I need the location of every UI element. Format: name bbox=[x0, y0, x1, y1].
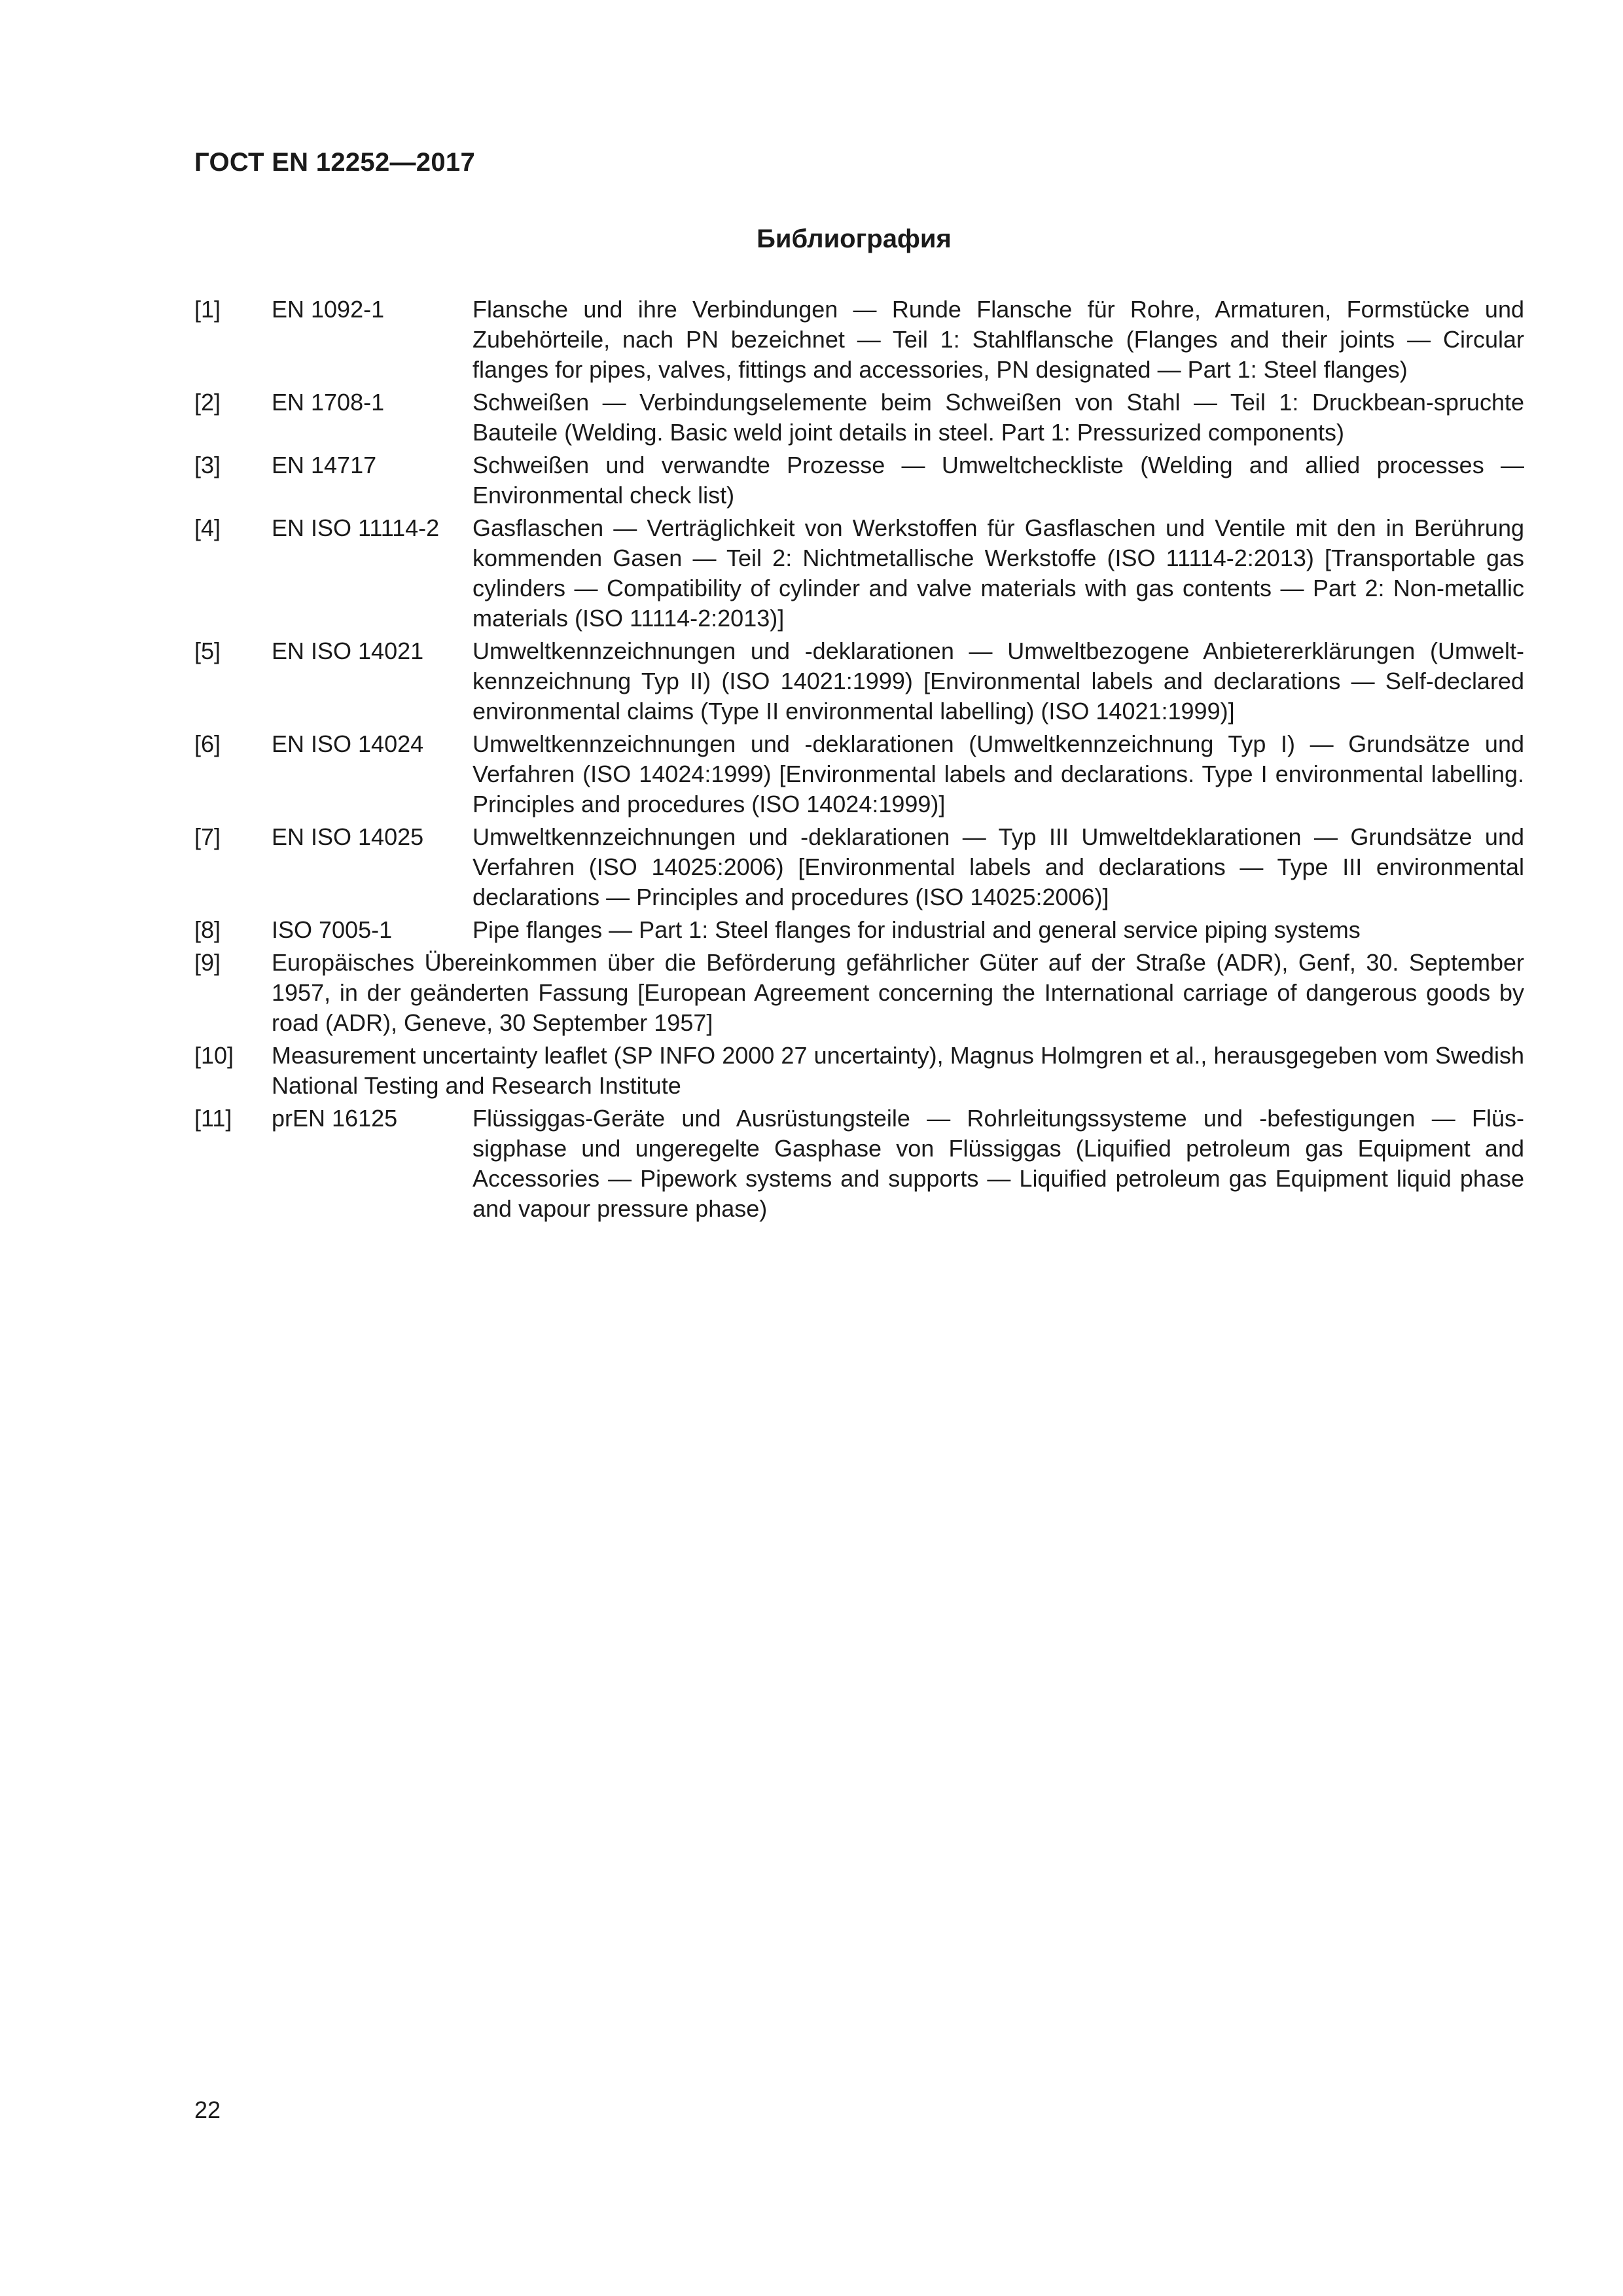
bibliography-entry bbox=[194, 1041, 1524, 1101]
page-number: 22 bbox=[194, 2096, 221, 2123]
entry-number: [10] bbox=[194, 1042, 234, 1069]
entry-title: Schweißen und verwandte Prozesse — Umweltcheckliste (Welding and allied processes — Environmental check list) bbox=[473, 452, 1524, 509]
entry-standard-code: EN ISO 14021 bbox=[272, 637, 424, 664]
entry-standard-code: EN ISO 14024 bbox=[272, 730, 424, 757]
entry-standard-code: EN ISO 14025 bbox=[272, 823, 424, 850]
entry-number: [8] bbox=[194, 916, 221, 943]
entry-number: [5] bbox=[194, 637, 221, 664]
entry-number: [6] bbox=[194, 730, 221, 757]
entry-title: Europäisches Übereinkommen über die Beförderung gefährlicher Güter auf der Straße (ADR), Genf, 30. September 1957, in der geänderten Fassung [European Agreement concerning the International carriage of dangerous goods by road (ADR), Geneve, 30 September 1957] bbox=[272, 949, 1524, 1036]
entry-number: [2] bbox=[194, 389, 221, 416]
bibliography-entry bbox=[194, 1103, 1524, 1224]
entry-standard-code: prEN 16125 bbox=[272, 1105, 398, 1132]
bibliography-entry bbox=[194, 915, 1524, 945]
entry-number: [4] bbox=[194, 514, 221, 541]
entry-title: Schweißen — Verbindungselemente beim Schweißen von Stahl — Teil 1: Druckbean-spruchte Bauteile (Welding. Basic weld joint details in steel. Part 1: Pressurized components) bbox=[473, 389, 1524, 446]
bibliography-entry bbox=[194, 295, 1524, 385]
entry-title: Umweltkennzeichnungen und -deklarationen — Umweltbezogene Anbietererklärungen (Umweltkennzeichnung Typ II) (ISO 14021:1999) [Environmental labels and declarations — Self-declared environmental claims (Type II environmental labelling) (ISO 14021:1999)] bbox=[473, 637, 1524, 725]
entry-standard-code: EN 14717 bbox=[272, 452, 377, 478]
bibliography-entry bbox=[194, 636, 1524, 726]
entry-title: Pipe flanges — Part 1: Steel flanges for industrial and general service piping systems bbox=[473, 916, 1361, 943]
entry-title: Measurement uncertainty leaflet (SP INFO 2000 27 uncertainty), Magnus Holmgren et al., herausgegeben vom Swedish National Testing and Research Institute bbox=[272, 1042, 1524, 1099]
entry-number: [11] bbox=[194, 1105, 232, 1132]
entry-title: Umweltkennzeichnungen und -deklarationen — Typ III Umweltdeklarationen — Grundsätze und Verfahren (ISO 14025:2006) [Environmental labels and declarations — Type III environmental declarations — Principles and procedures (ISO 14025:2006)] bbox=[473, 823, 1524, 910]
bibliography-entry bbox=[194, 822, 1524, 912]
entry-standard-code: EN 1092-1 bbox=[272, 296, 385, 323]
entry-number: [3] bbox=[194, 452, 221, 478]
bibliography-entry bbox=[194, 513, 1524, 634]
bibliography-heading: Библиография bbox=[757, 224, 952, 253]
entry-title: Flansche und ihre Verbindungen — Runde Flansche für Rohre, Armaturen, Formstücke und Zubehörteile, nach PN bezeichnet — Teil 1: Stahlflansche (Flanges and their joints — Circular flanges for pipes, valves, fittings and accessories, PN designated — Part 1: Steel flanges) bbox=[473, 296, 1524, 383]
bibliography-entry bbox=[194, 387, 1524, 448]
entry-title: Umweltkennzeichnungen und -deklarationen (Umweltkennzeichnung Typ I) — Grundsätze und Verfahren (ISO 14024:1999) [Environmental labels and declarations. Type I environmental labelling. Principles and procedures (ISO 14024:1999)] bbox=[473, 730, 1524, 817]
bibliography-entry bbox=[194, 948, 1524, 1038]
entry-number: [9] bbox=[194, 949, 221, 976]
entry-number: [1] bbox=[194, 296, 221, 323]
entry-standard-code: EN ISO 11114-2 bbox=[272, 514, 440, 541]
entry-number: [7] bbox=[194, 823, 221, 850]
entry-title: Flüssiggas-Geräte und Ausrüstungsteile — Rohrleitungssysteme und -befestigungen — Flüssigphase und ungeregelte Gasphase von Flüssiggas (Liquified petroleum gas Equipment and Accessories — Pipework systems and supports — Liquified petroleum gas Equipment liquid phase and vapour pressure phase) bbox=[473, 1105, 1524, 1222]
entry-title: Gasflaschen — Verträglichkeit von Werkstoffen für Gasflaschen und Ventile mit den in Berührung kommenden Gasen — Teil 2: Nichtmetallische Werkstoffe (ISO 11114-2:2013) [Transportable gas cylinders — Compatibility of cylinder and valve materials with gas contents — Part 2: Non-metallic materials (ISO 11114-2:2013)] bbox=[473, 514, 1524, 632]
bibliography-entry bbox=[194, 729, 1524, 819]
bibliography-entry bbox=[194, 450, 1524, 511]
document-id-header: ГОСТ EN 12252—2017 bbox=[194, 148, 475, 177]
bibliography-list bbox=[194, 295, 1524, 1227]
entry-standard-code: ISO 7005-1 bbox=[272, 916, 393, 943]
entry-standard-code: EN 1708-1 bbox=[272, 389, 385, 416]
